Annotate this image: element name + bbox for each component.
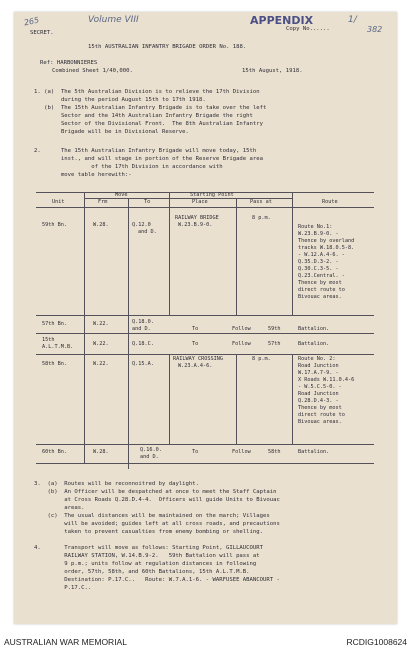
cell-route: direct route to — [298, 287, 345, 293]
table-col-rule — [84, 192, 85, 463]
p2-line: inst., and will stage in portion of the Reserve Brigade area — [34, 156, 264, 162]
cell-route: Road Junction — [298, 363, 339, 369]
p2-line: of the 17th Division in accordance with — [34, 164, 223, 170]
order-date: 15th August, 1918. — [242, 68, 303, 74]
cell-route: Thence by most — [298, 405, 342, 411]
table-rule-row — [36, 315, 374, 316]
cell-frm: W.28. — [93, 222, 109, 228]
cell-frm: W.28. — [93, 449, 109, 455]
cell-frm: W.22. — [93, 321, 109, 327]
table-col-rule — [292, 354, 293, 444]
cell-route: Q.30.C.3-5. - — [298, 266, 339, 272]
header-frm: Frm — [98, 199, 108, 205]
table-rule-bottom — [36, 463, 374, 464]
p3-line: at Cross Roads Q.28.D.4-4. Officers will guide Units to Bivouac — [34, 497, 280, 503]
cell-frm: W.22. — [93, 341, 109, 347]
p1-line: Sector of the Divisional Front. The 8th Australian Infantry — [34, 121, 264, 127]
cell-route: Route No. 2: — [298, 356, 336, 362]
table-rule-header — [36, 207, 374, 208]
p2-line: move table herewith:- — [34, 172, 132, 178]
cell-place: RAILWAY CROSSING — [173, 356, 223, 362]
cell-route: direct route to — [298, 412, 345, 418]
table-col-rule — [292, 192, 293, 315]
cell-to: Q.15.A. — [132, 361, 154, 367]
p3-line: 3. (a) Routes will be reconnoitred by daylight. — [34, 481, 200, 487]
cell-follow: 59th — [268, 326, 281, 332]
cell-follow: To — [192, 326, 199, 332]
table-rule-row — [36, 444, 374, 445]
cell-route: W.17.A.7-9. - — [298, 370, 339, 376]
header-route: Route — [322, 199, 338, 205]
p1-line: 1. (a) The 5th Australian Division is to relieve the 17th Division — [34, 89, 260, 95]
cell-unit: 60th Bn. — [42, 449, 67, 455]
table-col-rule — [169, 354, 170, 444]
cell-route: X Roads W.11.0.4-6 — [298, 377, 355, 383]
cell-follow: Battalion. — [298, 449, 330, 455]
header-unit: Unit — [52, 199, 65, 205]
order-title: 15th AUSTRALIAN INFANTRY BRIGADE ORDER No. 188. — [88, 44, 247, 50]
p3-line: (b) An Officer will be despatched at once to meet the Staff Captain — [34, 489, 277, 495]
cell-frm: W.22. — [93, 361, 109, 367]
cell-pass-at: 8 p.m. — [252, 356, 271, 362]
p4-line: 4. Transport will move as follows: Starting Point, GILLAUCOURT — [34, 545, 264, 551]
cell-pass-at: 8 p.m. — [252, 215, 271, 221]
cell-to: Q.18.0. — [132, 319, 154, 325]
p4-line: RAILWAY STATION, W.14.B.9-2. 59th Battalion will pass at — [34, 553, 260, 559]
classification: SECRET. — [30, 30, 54, 36]
header-to: To — [144, 199, 151, 205]
cell-route: Bivouac areas. — [298, 294, 342, 300]
cell-place: W.23.A.4-6. — [178, 363, 213, 369]
table-col-rule — [236, 198, 237, 315]
p4-line: order, 57th, 58th, and 60th Battalions, 15th A.L.T.M.B. — [34, 569, 250, 575]
cell-route: Road Junction — [298, 391, 339, 397]
cell-to: Q.18.C. — [132, 341, 154, 347]
header-place: Place — [192, 199, 208, 205]
cell-to: and D. — [140, 454, 159, 460]
footer-record-id: RCDIG1008624 — [346, 637, 407, 647]
p1-line: (b) The 15th Australian Infantry Brigade is to take over the left — [34, 105, 267, 111]
cell-unit: 58th Bn. — [42, 361, 67, 367]
cell-place: W.23.B.9-0. — [178, 222, 213, 228]
table-rule-row — [36, 354, 374, 355]
p3-line: will be avoided; guides left at all cross roads, and precautions — [34, 521, 280, 527]
cell-to: Q.12.0 — [132, 222, 151, 228]
p4-line: P.17.C.. — [34, 585, 92, 591]
cell-follow: Follow — [232, 326, 251, 332]
cell-unit: 57th Bn. — [42, 321, 67, 327]
header-move: Move — [115, 192, 128, 198]
handwritten-folio-left: 265 — [23, 15, 40, 28]
cell-follow: 58th — [268, 449, 281, 455]
cell-unit: 59th Bn. — [42, 222, 67, 228]
ref-line: Ref: HARBONNIERES — [40, 60, 98, 66]
cell-unit: 15th — [42, 337, 55, 343]
header-starting-point: Starting Point — [190, 192, 234, 198]
handwritten-folio-right: 382 — [367, 25, 383, 34]
cell-route: Q.35.D.3-2. - — [298, 259, 339, 265]
cell-route: Thence by most — [298, 280, 342, 286]
cell-route: - W.5.C.5-0. - — [298, 384, 342, 390]
p2-line: 2. The 15th Australian Infantry Brigade will move today, 15th — [34, 148, 257, 154]
table-col-rule — [128, 198, 129, 469]
table-col-rule — [236, 354, 237, 444]
p4-line: Destination: P.17.C.. Route: W.7.A.1-6. - WARFUSEE ABANCOURT - — [34, 577, 280, 583]
cell-route: W.23.B.9-0. - — [298, 231, 339, 237]
cell-route: Q.28.D.4-3. - — [298, 398, 339, 404]
p1-line: during the period August 15th to 17th 1918. — [34, 97, 206, 103]
footer-archive-name: AUSTRALIAN WAR MEMORIAL — [4, 637, 127, 647]
appendix-stamp: APPENDIX — [250, 14, 314, 27]
p3-line: areas. — [34, 505, 85, 511]
cell-route: Thence by overland — [298, 238, 355, 244]
cell-follow: Battalion. — [298, 341, 330, 347]
cell-to: Q.16.0. — [140, 447, 162, 453]
handwritten-mark: 1/ — [348, 15, 357, 25]
p1-line: Sector and the 14th Australian Infantry Brigade the right — [34, 113, 253, 119]
cell-to: and D. — [138, 229, 157, 235]
p4-line: 9 p.m.; units follow at regulation distances in following — [34, 561, 257, 567]
cell-route: - W.12.A.4-6. - — [298, 252, 345, 258]
table-rule-row — [36, 333, 374, 334]
handwritten-volume: Volume VIII — [88, 15, 139, 25]
copy-number: Copy No...... — [286, 26, 330, 32]
document-page — [14, 12, 397, 624]
cell-follow: Battalion. — [298, 326, 330, 332]
cell-route: Route No.1: — [298, 224, 333, 230]
cell-route: Q.23.Central. - — [298, 273, 345, 279]
header-pass-at: Pass at — [250, 199, 272, 205]
cell-follow: 57th — [268, 341, 281, 347]
cell-route: Bivouac areas. — [298, 419, 342, 425]
table-col-rule — [169, 192, 170, 315]
p1-line: Brigade will be in Divisional Reserve. — [34, 129, 189, 135]
cell-follow: To — [192, 341, 199, 347]
cell-route: tracks W.18.0.5-8. — [298, 245, 355, 251]
cell-unit: A.L.T.M.B. — [42, 344, 74, 350]
cell-follow: Follow — [232, 449, 251, 455]
ref-sheet: Combined Sheet 1/40,000. — [52, 68, 133, 74]
p3-line: taken to prevent casualties from enemy bombing or shelling. — [34, 529, 264, 535]
cell-follow: To — [192, 449, 199, 455]
cell-to: and D. — [132, 326, 151, 332]
cell-place: RAILWAY BRIDGE — [175, 215, 219, 221]
cell-follow: Follow — [232, 341, 251, 347]
p3-line: (c) The usual distances will be maintained on the march; Villages — [34, 513, 270, 519]
